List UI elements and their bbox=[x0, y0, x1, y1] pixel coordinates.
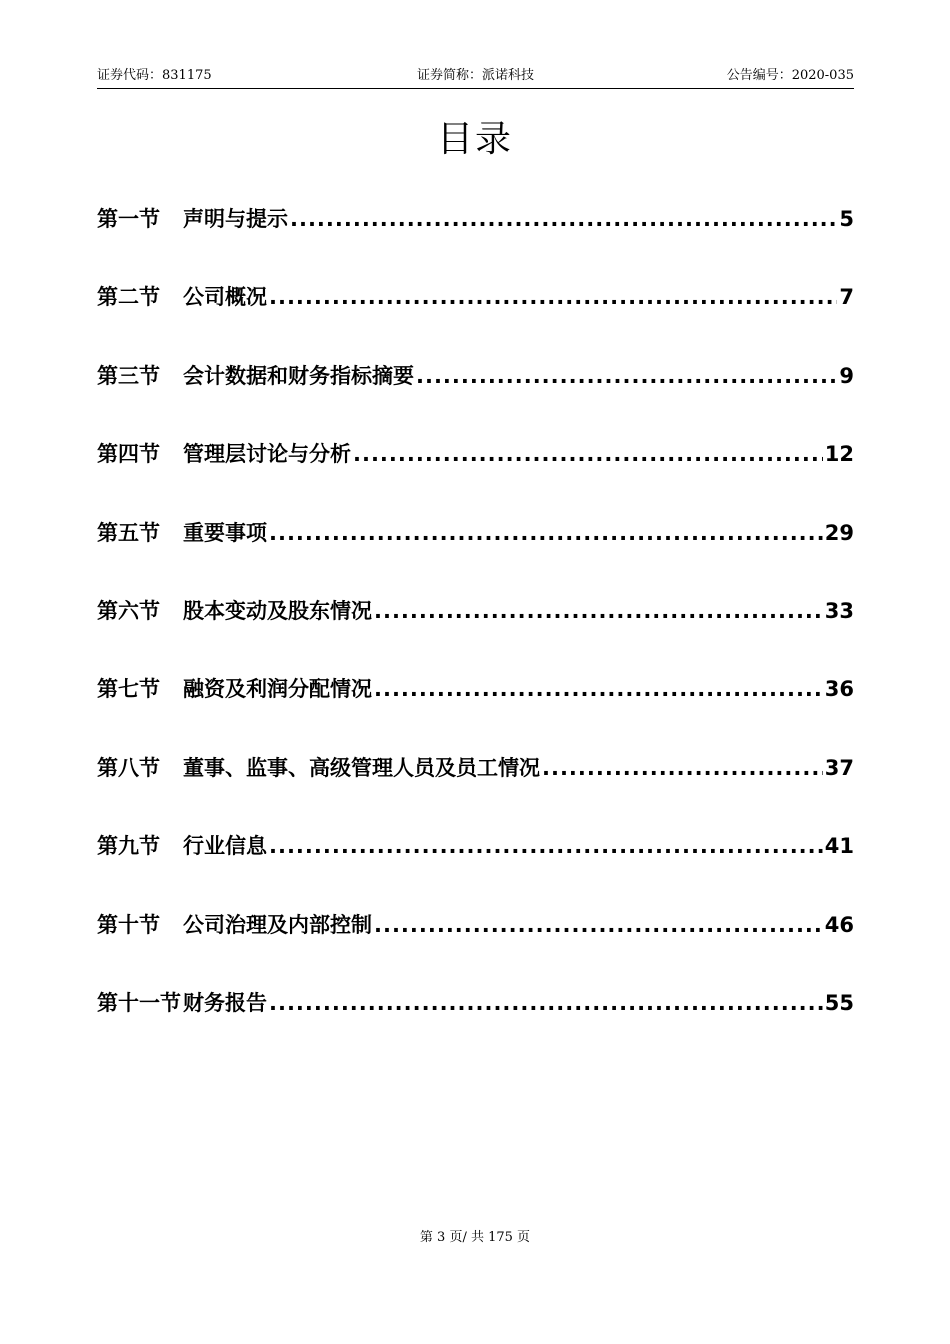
announcement-number: 公告编号：2020-035 bbox=[726, 68, 854, 83]
table-of-contents bbox=[97, 199, 854, 1061]
toc-section-number: 第八节 bbox=[97, 755, 160, 780]
toc-section-number: 第五节 bbox=[97, 520, 160, 545]
toc-section-title: 公司概况 bbox=[183, 285, 267, 310]
toc-entry[interactable] bbox=[97, 277, 854, 355]
toc-section-title: 公司治理及内部控制 bbox=[183, 912, 372, 937]
toc-section-title: 融资及利润分配情况 bbox=[183, 677, 372, 702]
toc-leader-dots bbox=[416, 356, 837, 396]
toc-entry[interactable] bbox=[97, 199, 854, 277]
toc-section-title: 重要事项 bbox=[183, 520, 267, 545]
toc-page-number: 36 bbox=[824, 677, 854, 702]
toc-section-number: 第四节 bbox=[97, 442, 160, 467]
toc-section-title: 董事、监事、高级管理人员及员工情况 bbox=[183, 755, 540, 780]
toc-entry[interactable] bbox=[97, 983, 854, 1061]
page-header bbox=[97, 66, 854, 89]
toc-section-title: 行业信息 bbox=[183, 834, 267, 859]
toc-leader-dots bbox=[374, 669, 823, 709]
toc-section-number: 第九节 bbox=[97, 834, 160, 859]
toc-page-number: 55 bbox=[824, 990, 854, 1015]
toc-section-number: 第六节 bbox=[97, 598, 160, 623]
toc-page-number: 9 bbox=[839, 363, 854, 388]
toc-entry[interactable] bbox=[97, 591, 854, 669]
toc-section-title: 财务报告 bbox=[183, 990, 267, 1015]
toc-entry[interactable] bbox=[97, 905, 854, 983]
toc-leader-dots bbox=[542, 748, 823, 788]
toc-section-number: 第十节 bbox=[97, 912, 160, 937]
stock-code: 证券代码：831175 bbox=[97, 68, 212, 83]
toc-leader-dots bbox=[269, 826, 823, 866]
page-title: 目录 bbox=[436, 119, 513, 160]
toc-page-number: 37 bbox=[824, 755, 854, 780]
toc-entry[interactable] bbox=[97, 513, 854, 591]
toc-page-number: 46 bbox=[824, 912, 854, 937]
toc-section-number: 第二节 bbox=[97, 285, 160, 310]
toc-leader-dots bbox=[374, 905, 823, 945]
toc-section-title: 股本变动及股东情况 bbox=[183, 598, 372, 623]
stock-name: 证券简称：派诺科技 bbox=[416, 68, 534, 83]
toc-leader-dots bbox=[269, 513, 823, 553]
toc-entry[interactable] bbox=[97, 434, 854, 512]
toc-leader-dots bbox=[269, 983, 823, 1023]
toc-page-number: 5 bbox=[839, 207, 854, 231]
toc-entry[interactable] bbox=[97, 748, 854, 826]
toc-section-number: 第十一节 bbox=[97, 990, 181, 1015]
toc-entry[interactable] bbox=[97, 356, 854, 434]
toc-section-title: 声明与提示 bbox=[183, 207, 288, 231]
page-footer: 第 3 页/ 共 175 页 bbox=[419, 1230, 531, 1245]
toc-entry[interactable] bbox=[97, 826, 854, 904]
toc-page-number: 41 bbox=[824, 834, 854, 859]
toc-page-number: 33 bbox=[824, 598, 854, 623]
toc-leader-dots bbox=[353, 434, 823, 474]
toc-leader-dots bbox=[269, 277, 837, 317]
toc-page-number: 29 bbox=[824, 520, 854, 545]
toc-leader-dots bbox=[374, 591, 823, 631]
toc-section-title: 会计数据和财务指标摘要 bbox=[183, 363, 414, 388]
toc-section-number: 第一节 bbox=[97, 207, 160, 231]
toc-section-number: 第七节 bbox=[97, 677, 160, 702]
toc-page-number: 7 bbox=[839, 285, 854, 310]
toc-page-number: 12 bbox=[824, 442, 854, 467]
toc-section-title: 管理层讨论与分析 bbox=[183, 442, 351, 467]
toc-section-number: 第三节 bbox=[97, 363, 160, 388]
toc-leader-dots bbox=[290, 199, 837, 239]
toc-entry[interactable] bbox=[97, 669, 854, 747]
